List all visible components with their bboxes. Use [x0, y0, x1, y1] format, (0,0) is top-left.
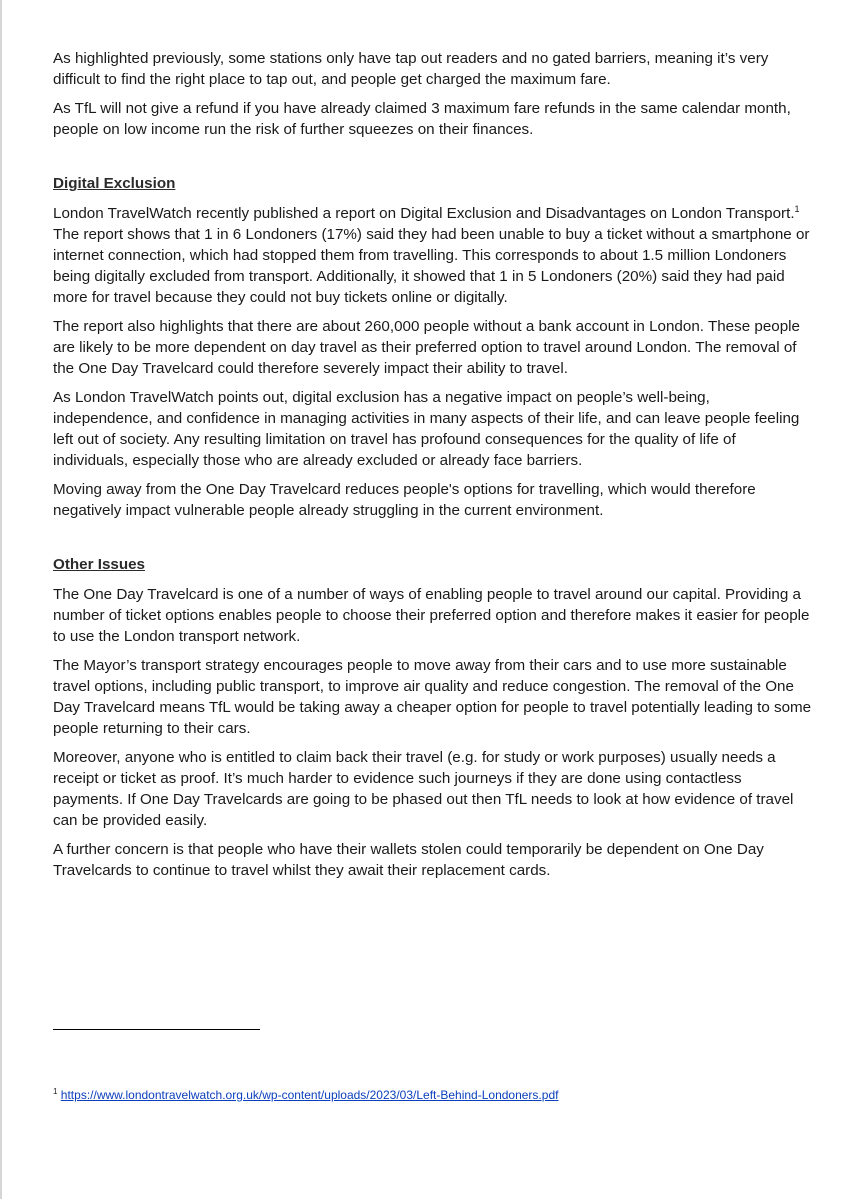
paragraph-bank-account: The report also highlights that there are about 260,000 people without a bank account in London. These people are likely to be more dependent on day travel as their preferred option to travel around London. The removal of the One Day Travelcard could therefore severely impact their ability to travel.: [53, 318, 800, 377]
footnote: [53, 1087, 558, 1103]
page-edge: [0, 0, 2, 1199]
digital-report-text: London TravelWatch recently published a report on Digital Exclusion and Disadvantages on London Transport.: [53, 205, 795, 222]
section-gap: [53, 529, 813, 554]
paragraph-claim-back: Moreover, anyone who is entitled to claim back their travel (e.g. for study or work purposes) usually needs a receipt or ticket as proof. It’s much harder to evidence such journeys if they are done using contactless payments. If One Day Travelcards are going to be phased out then TfL needs to look at how evidence of travel can be provided easily.: [53, 749, 794, 829]
digital-report-rest: The report shows that 1 in 6 Londoners (17%) said they had been unable to buy a ticket without a smartphone or internet connection, which had stopped them from travelling. This corresponds to about 1.5 million Londoners being digitally excluded from transport. Additionally, it showed that 1 in 5 Londoners (20%) said they had paid more for travel because they could not buy tickets online or digitally.: [53, 226, 810, 306]
paragraph-well-being: As London TravelWatch points out, digital exclusion has a negative impact on people’s well-being, independence, and confidence in managing activities in many aspects of their life, and can leave people feeling left out of society. Any resulting limitation on travel has profound consequences for the quality of life of individuals, especially those who are already excluded or already face barriers.: [53, 389, 800, 469]
footnote-link[interactable]: https://www.londontravelwatch.org.uk/wp-content/uploads/2023/03/Left-Behind-Londoners.pdf: [60, 1088, 559, 1102]
document-body: [53, 48, 813, 889]
paragraph-digital-report: [53, 203, 813, 308]
heading-other-issues: Other Issues: [53, 556, 146, 573]
paragraph-options: Moving away from the One Day Travelcard reduces people's options for travelling, which would therefore negatively impact vulnerable people already struggling in the current environment.: [53, 481, 756, 519]
paragraph-ticket-options: The One Day Travelcard is one of a number of ways of enabling people to travel around our capital. Providing a number of ticket options enables people to choose their preferred option and therefore makes it easier for people to use the London transport network.: [53, 586, 810, 645]
footnote-marker: 1: [53, 1087, 58, 1096]
paragraph-transport-strategy: The Mayor’s transport strategy encourages people to move away from their cars and to use more sustainable travel options, including public transport, to improve air quality and reduce congestion. The removal of the One Day Travelcard means TfL would be taking away a cheaper option for people to travel potentially leading to some people returning to their cars.: [53, 657, 812, 737]
footnote-reference[interactable]: 1: [794, 204, 800, 214]
paragraph-refunds: As TfL will not give a refund if you have already claimed 3 maximum fare refunds in the same calendar month, people on low income run the risk of further squeezes on their finances.: [53, 100, 791, 138]
section-gap: [53, 148, 813, 173]
footnote-separator: [53, 1029, 260, 1030]
paragraph-tap-out: As highlighted previously, some stations only have tap out readers and no gated barriers, meaning it’s very difficult to find the right place to tap out, and people get charged the maximum fare.: [53, 50, 769, 88]
heading-digital-exclusion: Digital Exclusion: [53, 175, 176, 192]
paragraph-stolen-wallets: A further concern is that people who have their wallets stolen could temporarily be dependent on One Day Travelcards to continue to travel whilst they await their replacement cards.: [53, 841, 764, 879]
